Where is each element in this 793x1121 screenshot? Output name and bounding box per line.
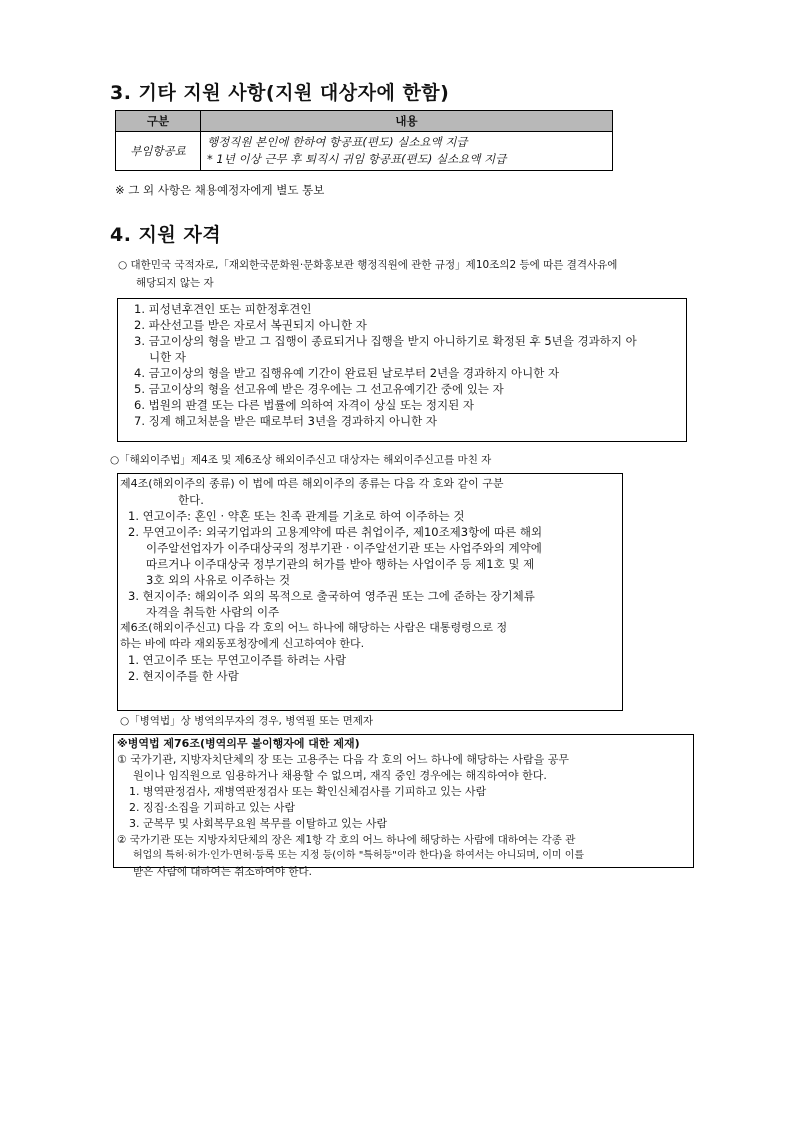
benefits-table [115,110,613,171]
law-line: 허업의 특허·허가·인가·면허·등록 또는 지정 등(이하 "특허등"이라 한다)을 하여서는 아니되며, 이미 이를 [133,850,585,861]
list-item: 니한 자 [149,350,186,364]
law-line: 원이나 임직원으로 임용하거나 채용할 수 없으며, 재직 중인 경우에는 해직하여야 한다. [133,769,547,782]
table-row [116,132,612,170]
law-line: 2. 무연고이주: 외국기업과의 고용계약에 따른 취업이주, 제10조제3항에 따른 해외 [128,525,543,539]
list-item: 2. 파산선고를 받은 자로서 복권되지 아니한 자 [134,318,367,332]
law-line: ② 국가기관 또는 지방자치단체의 장은 제1항 각 호의 어느 하나에 해당하는 사람에 대하여는 각종 관 [117,834,576,846]
military-law-box [113,734,694,878]
law-line: 제6조(해외이주신고) 다음 각 호의 어느 하나에 해당하는 사람은 대통령령으로 정 [120,621,508,634]
eligibility-item-3: ○「병역법」상 병역의무자의 경우, 병역필 또는 면제자 [120,715,374,727]
law-line: 2. 현지이주를 한 사람 [128,669,239,683]
disqualification-box [117,298,687,442]
row-line: 행정직원 본인에 한하여 항공표(편도) 실소요액 지급 [207,135,468,149]
row-content [201,132,612,170]
law-line: ① 국가기관, 지방자치단체의 장 또는 고용주는 다음 각 호의 어느 하나에 해당하는 사람을 공무 [117,753,569,766]
law-line: 2. 징집·소집을 기피하고 있는 사람 [129,801,296,814]
law-line: 하는 바에 따라 재외동포청장에게 신고하여야 한다. [120,637,365,650]
row-label: 부임항공료 [116,132,201,170]
section3-note: ※ 그 외 사항은 채용예정자에게 별도 통보 [115,183,325,197]
eligibility-item-1 [118,256,698,292]
law-line: 자격을 취득한 사람의 이주 [146,605,280,619]
list-item: 1. 피성년후견인 또는 피한정후견인 [134,302,312,316]
item-line: 해당되지 않는 자 [136,277,214,289]
table-header [116,111,612,132]
law-line: 3호 외의 사유로 이주하는 것 [146,573,291,587]
military-law-title: ※병역법 제76조(병역의무 불이행자에 대한 제재) [117,737,360,750]
section4-title: 4. 지원 자격 [110,224,222,246]
item-line: ○ 대한민국 국적자로,「재외한국문화원·문화홍보관 행정직원에 관한 규정」제10조의2 등에 따른 결격사유에 [118,259,618,271]
law-line: 따르거나 이주대상국 정부기관의 허가를 받아 행하는 사업이주 등 제1호 및 제 [146,557,535,571]
header-content: 내용 [395,114,418,128]
header-category: 구분 [116,111,201,131]
law-line: 3. 군복무 및 사회복무요원 복무를 이탈하고 있는 사람 [129,817,388,830]
list-item: 6. 법원의 판결 또는 다른 법률에 의하여 자격이 상실 또는 정지된 자 [134,398,475,412]
law-line: 한다. [178,493,204,507]
law-line: 이주알선업자가 이주대상국의 정부기관 · 이주알선기관 또는 사업주와의 계약에 [146,541,542,555]
list-item: 4. 금고이상의 형을 받고 집행유예 기간이 완료된 날로부터 2년을 경과하지 아니한 자 [134,366,560,380]
law-line: 제4조(해외이주의 종류) 이 법에 따른 해외이주의 종류는 다음 각 호와 같이 구분 [120,477,504,490]
law-line: 3. 현지이주: 해외이주 외의 목적으로 출국하여 영주권 또는 그에 준하는 장기체류 [128,589,535,603]
law-line: 1. 병역판정검사, 재병역판정검사 또는 확인신체검사를 기피하고 있는 사람 [129,785,487,798]
law-line: 1. 연고이주: 혼인 · 약혼 또는 친족 관계를 기초로 하여 이주하는 것 [128,509,465,523]
list-item: 3. 금고이상의 형을 받고 그 집행이 종료되거나 집행을 받지 아니하기로 확정된 후 5년을 경과하지 아 [134,334,637,348]
list-item: 7. 징계 해고처분을 받은 때로부터 3년을 경과하지 아니한 자 [134,414,438,428]
law-line: 1. 연고이주 또는 무연고이주를 하려는 사람 [128,653,347,667]
emigration-law-box [117,473,623,711]
row-line: * 1년 이상 근무 후 퇴직시 귀임 항공표(편도) 실소요액 지급 [207,152,507,166]
eligibility-item-2: ○「해외이주법」제4조 및 제6조상 해외이주신고 대상자는 해외이주신고를 마친 자 [110,454,492,466]
law-line: 받은 사람에 대하여는 취소하여야 한다. [133,866,312,878]
section3-title: 3. 기타 지원 사항(지원 대상자에 한함) [110,82,450,104]
list-item: 5. 금고이상의 형을 선고유예 받은 경우에는 그 선고유예기간 중에 있는 자 [134,382,504,396]
